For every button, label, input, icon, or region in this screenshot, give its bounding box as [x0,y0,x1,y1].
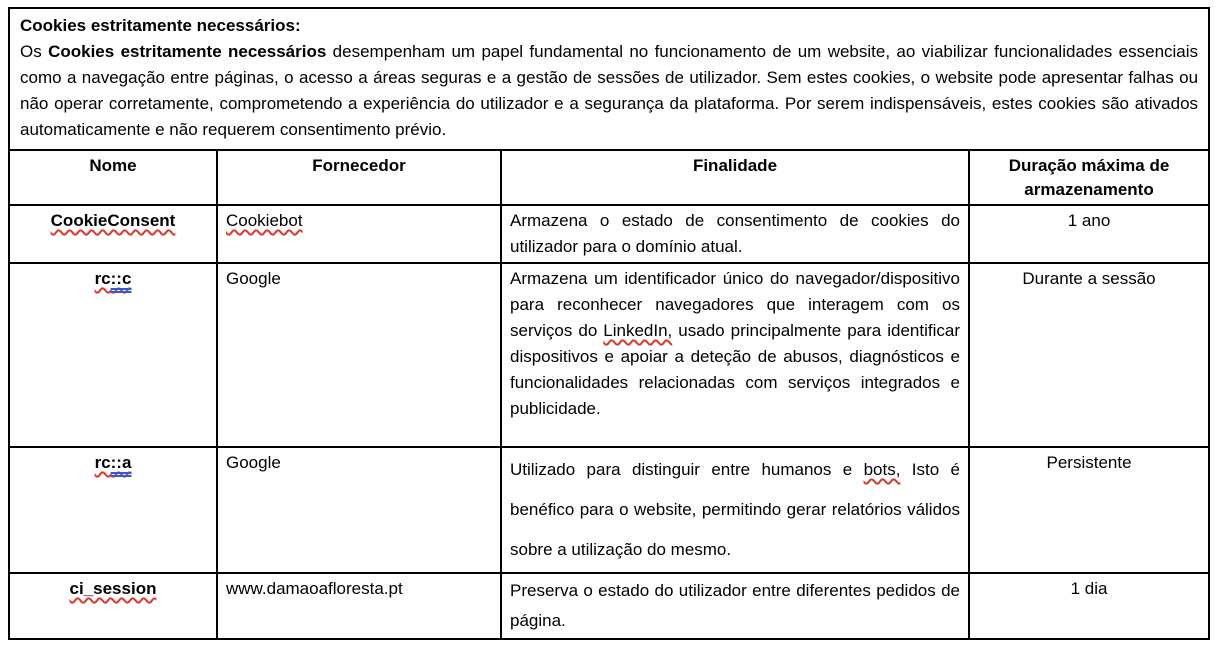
cell-duracao: 1 ano [969,205,1209,263]
cell-fornecedor: Google [217,263,501,447]
table-header-row [9,150,1209,205]
cell-nome [9,447,217,573]
cell-finalidade: Preserva o estado do utilizador entre diferentes pedidos de página. [501,573,969,639]
cell-duracao: Persistente [969,447,1209,573]
intro-row [9,8,1209,150]
column-header-nome: Nome [9,150,217,205]
cookie-name-grammar-marked: ::a [110,453,132,472]
intro-lead-bold: Cookies estritamente necessários [48,42,327,61]
cell-fornecedor: www.damaoafloresta.pt [217,573,501,639]
intro-cell [9,8,1209,150]
finalidade-misspelled-word: bots, [863,460,901,479]
cookie-name-misspelled: CookieConsent [50,211,176,230]
finalidade-text: Armazena um identificador único do navegador/dispositivo para reconhecer navegadores que interagem com os serviços do [510,269,960,340]
cookie-name-misspelled [95,453,132,472]
provider-misspelled: Cookiebot [226,211,303,230]
table-row [9,205,1209,263]
cell-finalidade [501,263,969,447]
intro-title: Cookies estritamente necessários: [20,16,301,35]
cell-fornecedor: Google [217,447,501,573]
finalidade-text: Isto é benéfico para o website, permitindo gerar relatórios válidos sobre a utilização do mesmo. [510,460,960,559]
cookie-policy-table [8,7,1210,640]
cell-finalidade [501,447,969,573]
cell-duracao: Durante a sessão [969,263,1209,447]
table-row [9,263,1209,447]
cell-duracao: 1 dia [969,573,1209,639]
finalidade-text: Utilizado para distinguir entre humanos e [510,460,864,479]
finalidade-misspelled-word: LinkedIn, [603,321,673,340]
cell-nome [9,573,217,639]
table-row [9,447,1209,573]
cookie-name-part: rc [94,269,111,288]
cookie-name-misspelled: ci_session [69,579,157,598]
intro-body: desempenham um papel fundamental no funcionamento de um website, ao viabilizar funcionalidades essenciais como a navegação entre páginas, o acesso a áreas seguras e a gestão de sessões de utilizador. Sem estes cookies, o website pode apresentar falhas ou não operar corretamente, comprometendo a experiência do utilizador e a segurança da plataforma. Por serem indispensáveis, estes cookies são ativados automaticamente e não requerem consentimento prévio. [20,42,1199,139]
column-header-finalidade: Finalidade [501,150,969,205]
column-header-fornecedor: Fornecedor [217,150,501,205]
cookie-name-misspelled [95,269,132,288]
cell-nome [9,263,217,447]
cell-finalidade: Armazena o estado de consentimento de cookies do utilizador para o domínio atual. [501,205,969,263]
intro-lead: Os [20,42,49,61]
cookie-name-part: rc [94,453,111,472]
table-row [9,573,1209,639]
cell-nome [9,205,217,263]
column-header-duracao: Duração máxima de armazenamento [969,150,1209,205]
cookie-name-grammar-marked: ::c [110,269,132,288]
intro-paragraph [20,39,1198,143]
finalidade-text: usado principalmente para identificar dispositivos e apoiar a deteção de abusos, diagnósticos e funcionalidades relacionadas com serviços integrados e publicidade. [510,321,960,418]
cell-fornecedor [217,205,501,263]
